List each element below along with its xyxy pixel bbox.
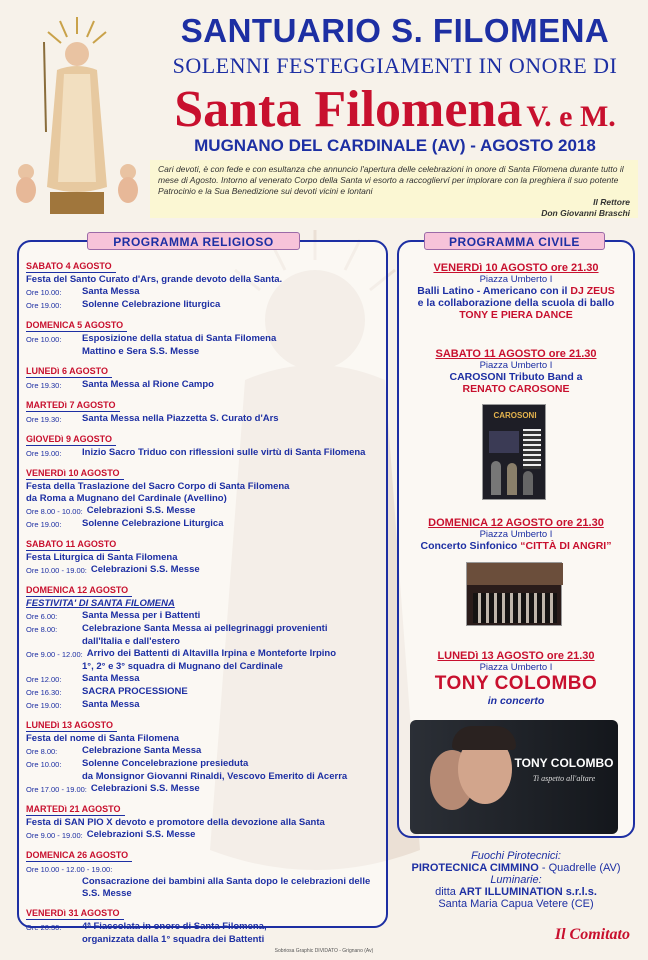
program-day-heading: MARTEDì 7 AGOSTO — [26, 399, 120, 412]
program-day-note: Festa di SAN PIO X devoto e promotore della devozione alla Santa — [26, 817, 325, 828]
program-day-heading: DOMENICA 12 AGOSTO — [26, 584, 132, 597]
civil-event-line2: e la collaborazione della scuola di ballo — [417, 297, 615, 309]
letter-role: Il Rettore — [593, 197, 630, 207]
saint-name-main: Santa Filomena — [174, 81, 523, 138]
program-day — [26, 361, 386, 392]
program-day-note: Festa Liturgica di Santa Filomena — [26, 552, 178, 563]
program-event — [26, 623, 386, 636]
program-event-time: Ore 10.00: — [26, 335, 62, 344]
program-day-heading: SABATO 4 AGOSTO — [26, 260, 116, 273]
program-event-desc: dall'Italia e dall'estero — [82, 636, 180, 647]
program-event-desc: Celebrazione Santa Messa — [82, 745, 202, 756]
program-day-heading: SABATO 11 AGOSTO — [26, 538, 120, 551]
civil-event-date: SABATO 11 AGOSTO ore 21.30 — [435, 348, 597, 360]
program-event — [26, 771, 386, 783]
civil-event-date: VENERDì 10 AGOSTO ore 21.30 — [433, 262, 599, 274]
program-day — [26, 395, 386, 426]
program-event-time: Ore 19.30: — [26, 381, 62, 390]
civil-event-location: Piazza Umberto I — [479, 529, 553, 540]
program-event-desc: Mattino e Sera S.S. Messe — [82, 346, 200, 357]
program-event-time: Ore 16.30: — [26, 688, 62, 697]
program-event — [26, 648, 386, 661]
civil-event-line2: in concerto — [487, 695, 545, 707]
program-event-desc: Solenne Concelebrazione presieduta — [82, 758, 249, 769]
program-day-note: Festa del Santo Curato d'Ars, grande devoto della Santa. — [26, 274, 283, 285]
program-day-note: Festa del nome di Santa Filomena — [26, 733, 180, 744]
program-event-time: Ore 9.00 - 19.00: — [26, 831, 83, 840]
program-event-desc: Solenne Celebrazione Liturgica — [82, 518, 224, 529]
lights-place: Santa Maria Capua Vetere (CE) — [438, 898, 594, 910]
civil-event-highlight2: TONY E PIERA DANCE — [459, 309, 573, 321]
program-event-time — [26, 636, 82, 648]
program-event-desc: Arrivo dei Battenti di Altavilla Irpina e Monteforte Irpino — [86, 648, 337, 659]
program-event-desc: Santa Messa nella Piazzetta S. Curato d'Ars — [82, 413, 279, 424]
civil-event-highlight: RENATO CAROSONE — [462, 383, 570, 395]
program-event-time: Ore 19.30: — [26, 415, 62, 424]
tony-photo-tagline: Ti aspetto all'altare — [532, 774, 596, 783]
program-event-time: Ore 10.00 - 19.00: — [26, 566, 87, 575]
program-event-time: Ore 19.00: — [26, 520, 62, 529]
program-event-time: Ore 17.00 - 19.00: — [26, 785, 87, 794]
fireworks-label: Fuochi Pirotecnici: — [471, 850, 561, 862]
program-day-heading: DOMENICA 5 AGOSTO — [26, 319, 127, 332]
civil-event-text: Concerto Sinfonico — [420, 540, 518, 552]
letter-text: Cari devoti, è con fede e con esultanza che annuncio l'apertura delle celebrazioni in onore di Santa Filomena durante tutto il mese di Agosto. Intorno al venerato Corpo della Santa vi esorto a raccoglierví per implorare con la preghiera il suo potente Patrocinio e la Sua Benedizione sui devoti vicini e lontani — [158, 164, 624, 196]
civil-event-date: LUNEDì 13 AGOSTO ore 21.30 — [437, 650, 595, 662]
civil-program-label: PROGRAMMA CIVILE — [424, 232, 605, 250]
tony-colombo-headline: TONY COLOMBO — [434, 673, 598, 694]
civil-event-2 — [400, 348, 632, 395]
lights-company: ART ILLUMINATION s.r.l.s. — [458, 886, 597, 898]
program-day-heading: LUNEDì 6 AGOSTO — [26, 365, 112, 378]
civil-event-location: Piazza Umberto I — [479, 274, 553, 285]
program-event — [26, 346, 386, 358]
program-event-desc: 4ª Fiaccolata in onore di Santa Filomena, — [82, 921, 267, 932]
program-event-desc: Santa Messa — [82, 673, 140, 684]
program-event-time: Ore 8.00 - 10.00: — [26, 507, 83, 516]
program-event — [26, 863, 386, 876]
program-event-desc: Santa Messa per i Battenti — [82, 610, 201, 621]
program-event-time: Ore 6.00: — [26, 612, 58, 621]
program-event — [26, 661, 386, 673]
program-event-time: Ore 12.00: — [26, 675, 62, 684]
program-event-time — [26, 876, 82, 900]
program-event-time: Ore 19.00: — [26, 301, 62, 310]
lights-label: Luminarie: — [490, 874, 542, 886]
program-event-time — [26, 661, 82, 673]
program-day — [26, 463, 386, 531]
place-date: MUGNANO DEL CARDINALE (AV) - AGOSTO 2018 — [194, 136, 596, 155]
civil-event-3 — [400, 517, 632, 552]
program-day-heading: DOMENICA 26 AGOSTO — [26, 849, 132, 862]
program-event — [26, 505, 386, 518]
sanctuary-title: SANTUARIO S. FILOMENA — [180, 12, 610, 49]
program-event-desc: Inizio Sacro Triduo con riflessioni sulle virtù di Santa Filomena — [82, 447, 366, 458]
program-event-time — [26, 934, 82, 946]
program-event — [26, 686, 386, 699]
carosoni-photo-label: CAROSONI — [493, 411, 537, 420]
program-day — [26, 580, 386, 712]
program-event-desc: Esposizione della statua di Santa Filomena — [82, 333, 277, 344]
program-event — [26, 934, 386, 946]
program-event-desc: Celebrazioni S.S. Messe — [90, 783, 200, 794]
festivity-subtitle: SOLENNI FESTEGGIAMENTI IN ONORE DI — [172, 53, 618, 78]
program-event-desc: Celebrazione Santa Messa ai pellegrinaggi provenienti — [82, 623, 328, 634]
program-day — [26, 715, 386, 796]
fireworks-company: PIROTECNICA CIMMINO — [411, 862, 539, 874]
civil-event-highlight: DJ ZEUS — [570, 285, 615, 297]
program-event-time: Ore 9.00 - 12.00: — [26, 650, 83, 659]
program-event — [26, 921, 386, 934]
program-day — [26, 845, 386, 900]
program-event — [26, 413, 386, 426]
program-event-desc: Santa Messa al Rione Campo — [82, 379, 214, 390]
civil-event-line: CAROSONI Tributo Band a — [449, 371, 583, 383]
program-day-note: Festa della Traslazione del Sacro Corpo di Santa Filomena — [26, 481, 290, 492]
saint-statue-image — [12, 12, 142, 217]
sponsors-block — [400, 850, 632, 910]
fireworks-line — [400, 862, 632, 874]
program-event — [26, 299, 386, 312]
carosoni-band-photo — [482, 404, 546, 500]
program-event-time: Ore 10.00: — [26, 288, 62, 297]
tony-colombo-photo — [410, 720, 618, 834]
program-event — [26, 758, 386, 771]
program-event-desc: organizzata dalla 1° squadra dei Battenti — [82, 934, 265, 945]
program-event — [26, 745, 386, 758]
civil-event-4 — [400, 650, 632, 707]
program-event-time: Ore 10.00: — [26, 760, 62, 769]
program-event-desc: Celebrazioni S.S. Messe — [86, 505, 196, 516]
program-event-time — [26, 346, 82, 358]
program-event-desc: SACRA PROCESSIONE — [82, 686, 188, 697]
program-event-desc: Santa Messa — [82, 699, 140, 710]
program-event-desc: Consacrazione dei bambini alla Santa dopo le celebrazioni delle S.S. Messe — [82, 876, 371, 899]
program-day-heading: LUNEDì 13 AGOSTO — [26, 719, 117, 732]
program-day — [26, 256, 386, 312]
civil-event-date: DOMENICA 12 AGOSTO ore 21.30 — [428, 517, 604, 529]
lights-prefix: ditta — [435, 886, 456, 898]
civil-event-line — [400, 540, 632, 552]
program-event — [26, 673, 386, 686]
program-day-note: da Roma a Mugnano del Cardinale (Avellino) — [26, 493, 227, 504]
program-event — [26, 379, 386, 392]
program-event-time — [26, 771, 82, 783]
program-event-desc: 1°, 2° e 3° squadra di Mugnano del Cardinale — [82, 661, 283, 672]
program-event — [26, 333, 386, 346]
program-day — [26, 903, 386, 946]
program-day — [26, 315, 386, 358]
program-event — [26, 783, 386, 796]
civil-event-line — [400, 285, 632, 297]
program-event-desc: da Monsignor Giovanni Rinaldi, Vescovo Emerito di Acerra — [82, 771, 348, 782]
program-event-desc: Solenne Celebrazione liturgica — [82, 299, 221, 310]
civil-event-location: Piazza Umberto I — [479, 360, 553, 371]
program-event — [26, 636, 386, 648]
program-event-time: Ore 19.00: — [26, 701, 62, 710]
civil-event-text: Balli Latino - Americano con il — [417, 285, 568, 297]
orchestra-photo — [466, 562, 562, 626]
committee-signoff: Il Comitato — [554, 926, 630, 943]
program-event-time: Ore 8.00: — [26, 625, 58, 634]
graphic-credit: Sobriosa Graphic DIVIDATO - Grignano (Av) — [274, 948, 374, 954]
program-event — [26, 518, 386, 531]
program-event-time: Ore 10.00 - 12.00 - 19.00: — [26, 865, 113, 874]
tony-photo-name: TONY COLOMBO — [514, 756, 614, 770]
program-event — [26, 876, 386, 900]
program-event — [26, 564, 386, 577]
program-event-time: Ore 8.00: — [26, 747, 58, 756]
program-event — [26, 829, 386, 842]
letter-signature: Don Giovanni Braschi — [541, 208, 630, 218]
program-event-desc: Santa Messa — [82, 286, 140, 297]
program-day — [26, 799, 386, 842]
saint-name — [150, 80, 640, 139]
program-day — [26, 429, 386, 460]
rector-letter — [150, 160, 638, 218]
program-day-feast-title: FESTIVITA' DI SANTA FILOMENA — [26, 598, 175, 609]
program-day-heading: VENERDì 10 AGOSTO — [26, 467, 124, 480]
program-event — [26, 286, 386, 299]
program-event-desc: Celebrazioni S.S. Messe — [90, 564, 200, 575]
lights-line — [400, 886, 632, 898]
program-event-time: Ore 20.30: — [26, 923, 62, 932]
civil-event-location: Piazza Umberto I — [479, 662, 553, 673]
civil-event-highlight: “CITTÀ DI ANGRI” — [520, 540, 612, 552]
program-day — [26, 534, 386, 577]
program-event — [26, 447, 386, 460]
program-day-heading: VENERDì 31 AGOSTO — [26, 907, 124, 920]
saint-name-suffix: V. e M. — [526, 100, 616, 133]
program-event — [26, 610, 386, 623]
program-event-desc: Celebrazioni S.S. Messe — [86, 829, 196, 840]
religious-program-list — [26, 256, 386, 949]
program-event — [26, 699, 386, 712]
civil-event-1 — [400, 262, 632, 321]
program-event-time: Ore 19.00: — [26, 449, 62, 458]
program-day-heading: GIOVEDì 9 AGOSTO — [26, 433, 116, 446]
fireworks-place: - Quadrelle (AV) — [541, 862, 621, 874]
program-day-heading: MARTEDì 21 AGOSTO — [26, 803, 125, 816]
religious-program-label: PROGRAMMA RELIGIOSO — [87, 232, 300, 250]
